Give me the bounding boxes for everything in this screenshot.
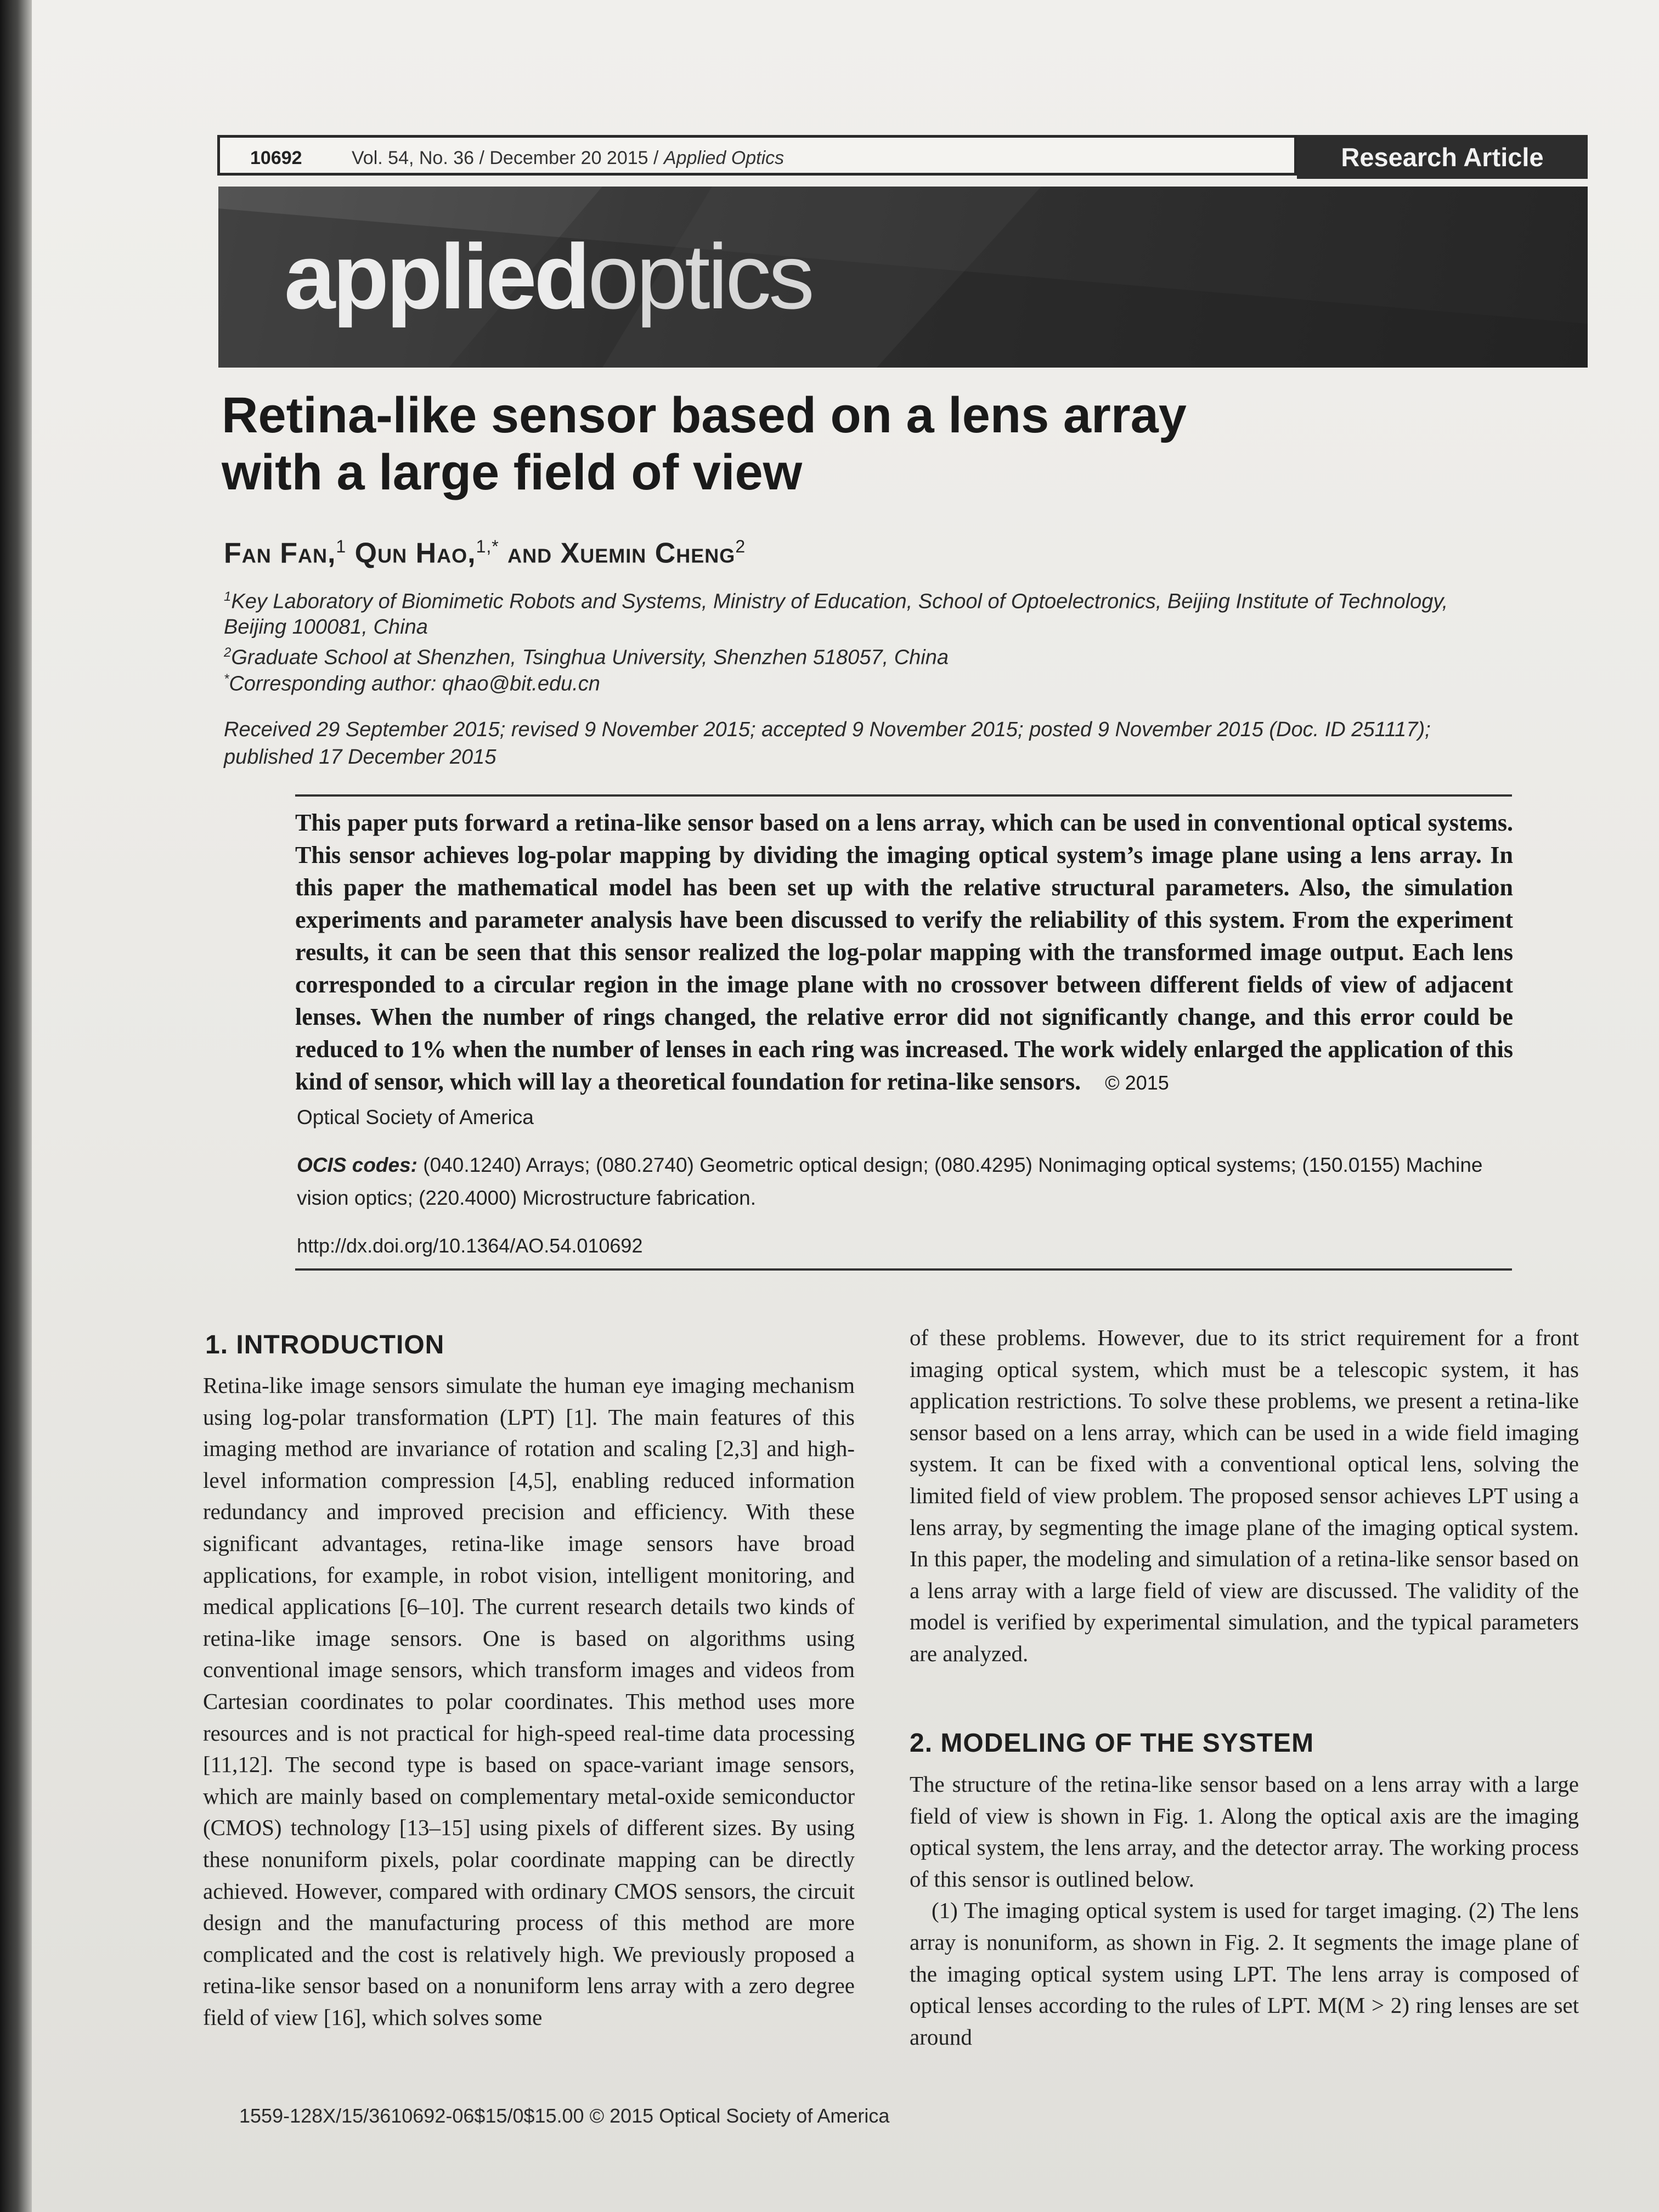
section-1-continued-paragraph: of these problems. However, due to its strict requirement for a front imaging optical system, which must be a telescopic system, it has application restrictions. To solve these problems, we present a retina-like sensor based on a lens array, which can be used in a wide field imaging system. It can be fixed with a conventional optical lens, solving the limited field of view problem. The proposed sensor achieves LPT using a lens array, by segmenting the image plane of the imaging optical system. In this paper, the modeling and simulation of a retina-like sensor based on a lens array with a large field of view are discussed. The validity of the model is verified by experimental simulation, and the typical parameters are analyzed. — [910, 1325, 1579, 1666]
title-line-2: with a large field of view — [222, 444, 803, 500]
author-3-affil: 2 — [735, 537, 746, 556]
journal-volume: Vol. 54, No. 36 / December 20 2015 / — [352, 148, 664, 168]
affiliation-1 — [224, 584, 1448, 640]
abstract-copyright: © 2015 — [1105, 1071, 1169, 1094]
author-2-affil: 1,* — [476, 537, 499, 556]
author-conjunction: and — [507, 537, 552, 569]
ocis-list: (040.1240) Arrays; (080.2740) Geometric optical design; (080.4295) Nonimaging optical systems; (150.0155) Machine vision optics; (220.4000) Microstructure fabrication. — [297, 1154, 1483, 1209]
journal-name: Applied Optics — [663, 148, 785, 168]
copyright-footer: 1559-128X/15/3610692-06$15/0$15.00 © 2015 Optical Society of America — [239, 2104, 890, 2127]
journal-logo — [284, 225, 812, 328]
abstract-top-rule — [295, 794, 1512, 797]
section-1-body — [203, 1370, 855, 2033]
section-1-continued — [910, 1322, 1579, 1670]
abstract — [295, 806, 1513, 1099]
received-line-2: published 17 December 2015 — [224, 746, 496, 769]
article-type-badge: Research Article — [1297, 135, 1588, 179]
abstract-text: This paper puts forward a retina-like sensor based on a lens array, which can be used in conventional optical systems. This sensor achieves log-polar mapping by dividing the imaging optical system’s image plane using a lens array. In this paper the mathematical model has been set up with the relative structural parameters. Also, the simulation experiments and parameter analysis have been discussed to verify the reliability of this system. From the experiment results, it can be seen that this sensor realized the log-polar mapping with the transformed image output. Each lens corresponded to a circular region in the image plane with no crossover between different fields of view of adjacent lenses. When the number of rings changed, the relative error did not significantly change, and this error could be reduced to 1% when the number of lenses in each ring was increased. The work widely enlarged the application of this kind of sensor, which will lay a theoretical foundation for retina-like sensors. — [295, 809, 1513, 1095]
logo-optics: optics — [588, 225, 812, 328]
page-number: 10692 — [250, 148, 302, 168]
title-line-1: Retina-like sensor based on a lens array — [222, 387, 1187, 443]
ocis-label: OCIS codes: — [297, 1154, 417, 1176]
section-1-heading: 1. INTRODUCTION — [205, 1330, 445, 1359]
header-box — [217, 135, 1297, 176]
corresponding-author — [224, 667, 600, 697]
running-header — [217, 135, 1588, 179]
corresponding-mark: * — [224, 672, 229, 686]
journal-banner — [218, 187, 1588, 368]
author-1: Fan Fan, — [224, 537, 336, 569]
section-2-body — [910, 1769, 1579, 2053]
affiliation-2-text: Graduate School at Shenzhen, Tsinghua University, Shenzhen 518057, China — [231, 646, 949, 669]
journal-citation — [352, 148, 784, 169]
logo-applied: applied — [284, 225, 588, 328]
affiliation-1-line-2: Beijing 100081, China — [224, 615, 428, 639]
paper-page — [32, 0, 1659, 2212]
abstract-society: Optical Society of America — [297, 1106, 534, 1128]
section-2-paragraph-1: The structure of the retina-like sensor based on a lens array with a large field of view is shown in Fig. 1. Along the optical axis are the imaging optical system, the lens array, and the detector array. The working process of this sensor is outlined below. — [910, 1771, 1579, 1892]
doi-link[interactable]: http://dx.doi.org/10.1364/AO.54.010692 — [297, 1234, 643, 1257]
author-2: Qun Hao, — [354, 537, 476, 569]
section-1-paragraph: Retina-like image sensors simulate the human eye imaging mechanism using log-polar transformation (LPT) [1]. The main features of this imaging method are invariance of rotation and scaling [2,3] and high-level information compression [4,5], enabling reduced information redundancy and improved precision and efficiency. With these significant advantages, retina-like image sensors have broad applications, for example, in robot vision, intelligent monitoring, and medical applications [6–10]. The current research details two kinds of retina-like image sensors. One is based on algorithms using conventional image sensors, which transform images and videos from Cartesian coordinates to polar coordinates. This method uses more resources and is not practical for high-speed real-time data processing [11,12]. The second type is based on space-variant image sensors, which are mainly based on complementary metal-oxide semiconductor (CMOS) technology [13–15] using pixels of different sizes. By using these nonuniform pixels, polar coordinate mapping can be directly achieved. However, compared with ordinary CMOS sensors, the circuit design and the manufacturing process of this method are more complicated and the cost is relatively high. We previously proposed a retina-like sensor based on a nonuniform lens array with a zero degree field of view [16], which solves some — [203, 1373, 855, 2030]
author-3: Xuemin Cheng — [560, 537, 736, 569]
page-edge-shadow — [0, 0, 32, 2212]
affiliation-1-line-1: Key Laboratory of Biomimetic Robots and Systems, Ministry of Education, School of Optoelectronics, Beijing Institute of Technology, — [231, 590, 1448, 613]
section-2-paragraph-2: (1) The imaging optical system is used for target imaging. (2) The lens array is nonuniform, as shown in Fig. 2. It segments the image plane of the imaging optical system using LPT. The lens array is composed of optical lenses according to the rules of LPT. M(M > 2) ring lenses are set around — [910, 1898, 1579, 2050]
ocis-codes — [297, 1149, 1515, 1215]
received-line-1: Received 29 September 2015; revised 9 November 2015; accepted 9 November 2015; posted 9 November 2015 (Doc. ID 251117); — [224, 718, 1431, 741]
paper-title — [222, 387, 1483, 501]
author-list — [224, 537, 746, 569]
section-2-heading: 2. MODELING OF THE SYSTEM — [910, 1729, 1314, 1758]
abstract-bottom-rule — [295, 1268, 1512, 1271]
received-dates — [224, 716, 1524, 771]
affiliation-2 — [224, 640, 949, 670]
author-1-affil: 1 — [336, 537, 347, 556]
corresponding-email: Corresponding author: qhao@bit.edu.cn — [229, 672, 600, 696]
affiliation-1-mark: 1 — [224, 589, 232, 604]
affiliation-2-mark: 2 — [224, 645, 232, 660]
